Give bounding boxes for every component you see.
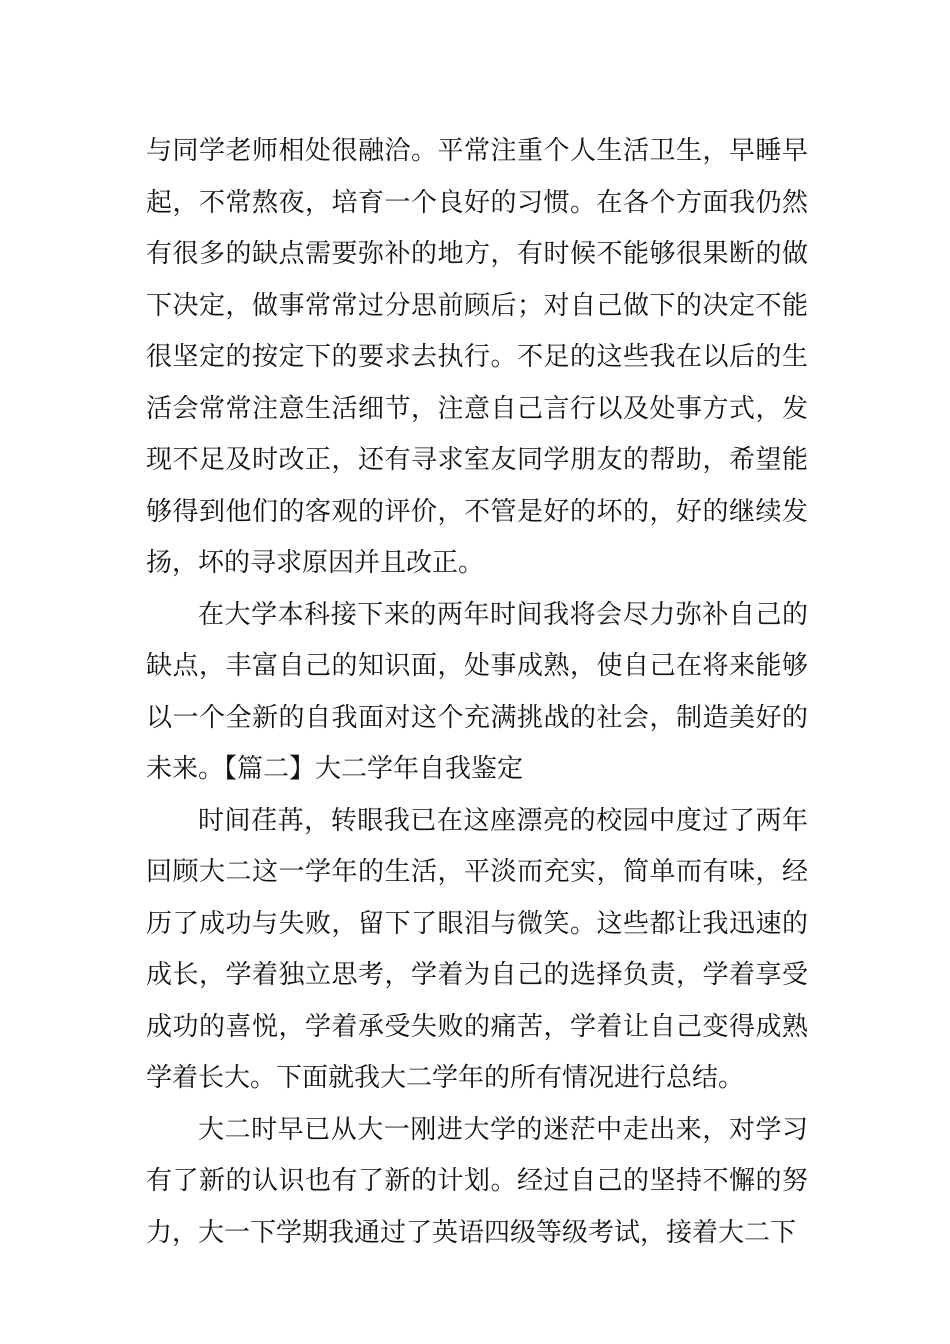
- paragraph-sophomore-review: 时间荏苒，转眼我已在这座漂亮的校园中度过了两年回顾大二这一学年的生活，平淡而充实，简单而有味，经历了成功与失败，留下了眼泪与微笑。这些都让我迅速的成长，学着独立思考，学着为自己的选择负责，学着享受成功的喜悦，学着承受失败的痛苦，学着让自己变得成熟学着长大。下面就我大二学年的所有情况进行总结。: [146, 805, 808, 1093]
- paragraph-continuation: 与同学老师相处很融洽。平常注重个人生活卫生，早睡早起，不常熬夜，培育一个良好的习惯。在各个方面我仍然有很多的缺点需要弥补的地方，有时候不能够很果断的做下决定，做事常常过分思前顾后；对自己做下的决定不能很坚定的按定下的要求去执行。不足的这些我在以后的生活会常常注意生活细节，注意自己言行以及处事方式，发现不足及时改正，还有寻求室友同学朋友的帮助，希望能够得到他们的客观的评价，不管是好的坏的，好的继续发扬，坏的寻求原因并且改正。: [146, 136, 808, 578]
- paragraph-future-plans: 在大学本科接下来的两年时间我将会尽力弥补自己的缺点，丰富自己的知识面，处事成熟，使自己在将来能够以一个全新的自我面对这个充满挑战的社会，制造美好的未来。【篇二】大二学年自我鉴定: [146, 599, 808, 784]
- document-body: [146, 126, 808, 1259]
- paragraph-study-progress: 大二时早已从大一刚进大学的迷茫中走出来，对学习有了新的认识也有了新的计划。经过自己的坚持不懈的努力，大一下学期我通过了英语四级等级考试，接着大二下: [146, 1114, 808, 1248]
